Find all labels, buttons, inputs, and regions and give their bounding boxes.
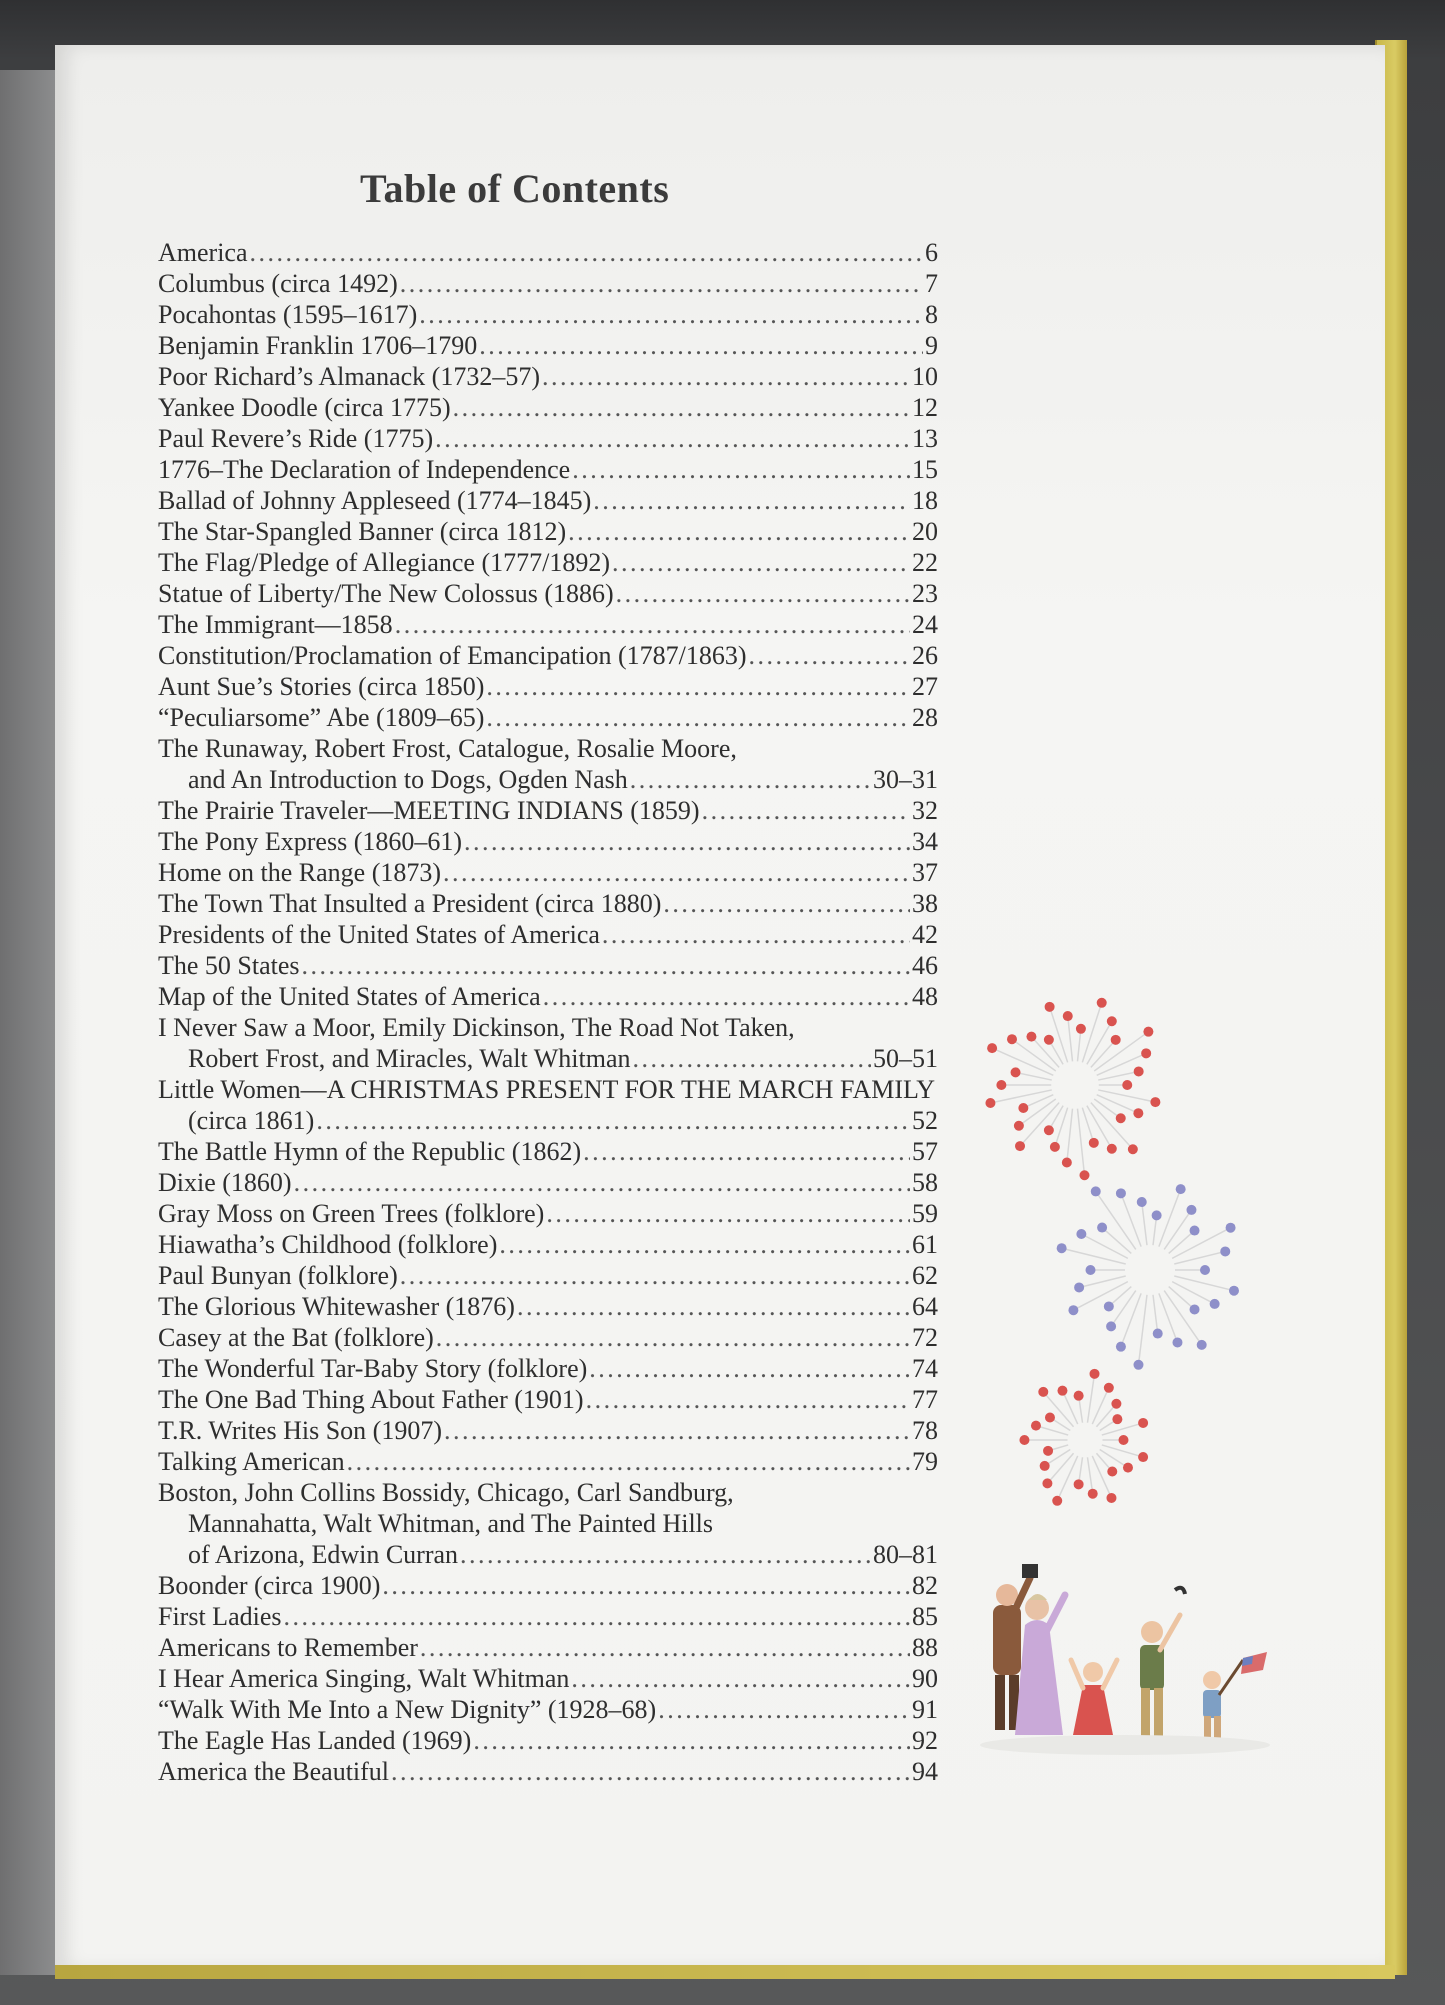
toc-entry[interactable] [158, 1198, 938, 1229]
toc-entry[interactable] [158, 764, 938, 795]
toc-entry-label: Yankee Doodle (circa 1775) [158, 393, 451, 422]
toc-entry[interactable] [158, 1570, 938, 1601]
toc-entry[interactable] [158, 1694, 938, 1725]
girl-figure [1071, 1660, 1117, 1735]
toc-page-number: 6 [925, 238, 938, 267]
toc-entry[interactable] [158, 671, 938, 702]
dot-leader [616, 578, 910, 609]
dot-leader [543, 981, 910, 1012]
toc-entry-label: Constitution/Proclamation of Emancipation (1787/1863) [158, 641, 747, 670]
toc-page-number: 64 [912, 1292, 938, 1321]
toc-entry-label: (circa 1861) [188, 1106, 315, 1135]
toc-entry[interactable] [158, 1384, 938, 1415]
red-firework-burst [985, 998, 1160, 1180]
dot-leader [486, 702, 910, 733]
dot-leader [486, 671, 910, 702]
dot-leader [583, 1136, 910, 1167]
small-red-firework-burst [1019, 1369, 1148, 1506]
dot-leader [464, 826, 910, 857]
toc-entry-label: Presidents of the United States of America [158, 920, 600, 949]
toc-page-number: 79 [912, 1447, 938, 1476]
toc-entry-label: The Prairie Traveler—MEETING INDIANS (1859) [158, 796, 700, 825]
toc-entry-label: America the Beautiful [158, 1757, 390, 1786]
toc-entry-line: The Runaway, Robert Frost, Catalogue, Rosalie Moore, [158, 734, 737, 763]
toc-entry[interactable] [158, 330, 938, 361]
toc-entry-line: Mannahatta, Walt Whitman, and The Painted Hills [188, 1509, 714, 1538]
toc-page-number: 12 [912, 393, 938, 422]
dot-leader [586, 1384, 910, 1415]
toc-entry-label: Gray Moss on Green Trees (folklore) [158, 1199, 545, 1228]
toc-page-number: 23 [912, 579, 938, 608]
toc-entry-label: The Flag/Pledge of Allegiance (1777/1892) [158, 548, 611, 577]
toc-page-number: 85 [912, 1602, 938, 1631]
toc-entry-label: 1776–The Declaration of Independence [158, 455, 571, 484]
dot-leader [284, 1601, 911, 1632]
dot-leader [542, 361, 910, 392]
toc-page-number: 42 [912, 920, 938, 949]
dot-leader [749, 640, 910, 671]
toc-page-number: 90 [912, 1664, 938, 1693]
boy-figure [1140, 1588, 1185, 1736]
toc-entry[interactable] [158, 1167, 938, 1198]
dot-leader [460, 1539, 871, 1570]
toc-entry[interactable] [158, 1322, 938, 1353]
toc-page-number: 28 [912, 703, 938, 732]
toc-entry[interactable] [158, 857, 938, 888]
toc-entry[interactable] [158, 485, 938, 516]
toc-entry[interactable] [158, 423, 938, 454]
toc-page-number: 38 [912, 889, 938, 918]
toc-entry[interactable] [158, 950, 938, 981]
toc-entry-label: Hiawatha’s Childhood (folklore) [158, 1230, 498, 1259]
toc-entry[interactable] [158, 1601, 938, 1632]
toc-entry[interactable] [158, 826, 938, 857]
toc-page-number: 32 [912, 796, 938, 825]
toc-entry-label: Robert Frost, and Miracles, Walt Whitman [188, 1044, 631, 1073]
toc-entry[interactable] [158, 1105, 938, 1136]
toc-entry-label: Map of the United States of America [158, 982, 541, 1011]
toc-page-number: 20 [912, 517, 938, 546]
toc-entry[interactable] [158, 1136, 938, 1167]
dot-leader [419, 299, 923, 330]
page-title: Table of Contents [360, 166, 670, 211]
toc-entry-label: I Hear America Singing, Walt Whitman [158, 1664, 570, 1693]
toc-entry-label: The Star-Spangled Banner (circa 1812) [158, 517, 567, 546]
toc-entry[interactable] [158, 609, 938, 640]
dot-leader [612, 547, 910, 578]
toc-page-number: 72 [912, 1323, 938, 1352]
dot-leader [630, 764, 871, 795]
toc-entry[interactable] [158, 1415, 938, 1446]
toc-page-number: 88 [912, 1633, 938, 1662]
dot-leader [391, 1756, 910, 1787]
dot-leader [572, 454, 910, 485]
toc-page-number: 7 [925, 269, 938, 298]
toc-entry-label: Statue of Liberty/The New Colossus (1886) [158, 579, 614, 608]
dot-leader [453, 392, 910, 423]
toc-entry[interactable] [158, 578, 938, 609]
toc-entry-line: Boston, John Collins Bossidy, Chicago, Carl Sandburg, [158, 1478, 734, 1507]
toc-entry[interactable] [158, 361, 938, 392]
dot-leader [632, 1043, 871, 1074]
toc-entry[interactable] [158, 1539, 938, 1570]
dot-leader [420, 1632, 910, 1663]
toc-entry[interactable] [158, 795, 938, 826]
dot-leader [435, 423, 910, 454]
toc-entry-label: Dixie (1860) [158, 1168, 292, 1197]
dot-leader [702, 795, 910, 826]
toc-page-number: 92 [912, 1726, 938, 1755]
dot-leader [473, 1725, 910, 1756]
toc-page-number: 61 [912, 1230, 938, 1259]
toc-entry-label: Paul Revere’s Ride (1775) [158, 424, 434, 453]
toc-entry[interactable] [158, 392, 938, 423]
toc-entry[interactable] [158, 981, 938, 1012]
toc-entry-label: Ballad of Johnny Appleseed (1774–1845) [158, 486, 592, 515]
toc-page-number: 80–81 [873, 1540, 938, 1569]
toc-entry-line: I Never Saw a Moor, Emily Dickinson, The Road Not Taken, [158, 1013, 795, 1042]
toc-entry[interactable] [158, 702, 938, 733]
dot-leader [382, 1570, 910, 1601]
book-cover-bottom-edge [55, 1965, 1395, 1979]
celebrating-family-illustration [975, 1560, 1295, 1790]
dot-leader [589, 1353, 910, 1384]
toc-page-number: 26 [912, 641, 938, 670]
toc-page-number: 9 [925, 331, 938, 360]
dot-leader [546, 1198, 910, 1229]
toc-entry-label: “Walk With Me Into a New Dignity” (1928–68) [158, 1695, 657, 1724]
toc-page-number: 34 [912, 827, 938, 856]
dot-leader [294, 1167, 910, 1198]
dot-leader [444, 1415, 910, 1446]
toc-entry-label: The Wonderful Tar-Baby Story (folklore) [158, 1354, 588, 1383]
dot-leader [316, 1105, 910, 1136]
toc-entry-label: Home on the Range (1873) [158, 858, 442, 887]
toc-entry[interactable] [158, 1446, 938, 1477]
toc-page-number: 62 [912, 1261, 938, 1290]
toc-entry-label: Columbus (circa 1492) [158, 269, 398, 298]
toc-entry[interactable] [158, 1725, 938, 1756]
toc-entry[interactable] [158, 1291, 938, 1322]
toc-page-number: 78 [912, 1416, 938, 1445]
toc-entry[interactable] [158, 454, 938, 485]
toc-entry[interactable] [158, 1756, 938, 1787]
toc-page-number: 59 [912, 1199, 938, 1228]
toc-page-number: 10 [912, 362, 938, 391]
toc-entry[interactable] [158, 888, 938, 919]
toc-entry-label: Pocahontas (1595–1617) [158, 300, 418, 329]
toc-entry-label: Americans to Remember [158, 1633, 418, 1662]
toc-entry[interactable] [158, 547, 938, 578]
dot-leader [347, 1446, 910, 1477]
toc-page-number: 52 [912, 1106, 938, 1135]
toc-page-number: 15 [912, 455, 938, 484]
toc-entry-label: The Eagle Has Landed (1969) [158, 1726, 472, 1755]
toc-entry[interactable] [158, 1229, 938, 1260]
toc-page-number: 77 [912, 1385, 938, 1414]
dot-leader [479, 330, 923, 361]
toc-entry-label: Casey at the Bat (folklore) [158, 1323, 434, 1352]
toc-entry-label: and An Introduction to Dogs, Ogden Nash [188, 765, 628, 794]
toc-page-number: 46 [912, 951, 938, 980]
toc-page-number: 82 [912, 1571, 938, 1600]
dot-leader [517, 1291, 910, 1322]
toc-page-number: 30–31 [873, 765, 938, 794]
toc-entry-label: Boonder (circa 1900) [158, 1571, 381, 1600]
toc-entry[interactable] [158, 1260, 938, 1291]
toc-entry[interactable] [158, 919, 938, 950]
toc-entry-label: The 50 States [158, 951, 300, 980]
woman-figure [1015, 1594, 1065, 1735]
dot-leader [250, 237, 923, 268]
toc-page-number: 58 [912, 1168, 938, 1197]
dot-leader [593, 485, 910, 516]
toc-entry-label: The Pony Express (1860–61) [158, 827, 463, 856]
toc-page-number: 22 [912, 548, 938, 577]
toc-list [158, 237, 938, 1787]
page-edge [0, 70, 60, 1975]
toc-entry[interactable] [158, 1663, 938, 1694]
toc-page-number: 91 [912, 1695, 938, 1724]
toc-entry-label: First Ladies [158, 1602, 282, 1631]
toc-page-number: 94 [912, 1757, 938, 1786]
toc-entry[interactable] [158, 1353, 938, 1384]
toc-page-number: 74 [912, 1354, 938, 1383]
toc-entry-label: America [158, 238, 248, 267]
dot-leader [395, 609, 910, 640]
dot-leader [443, 857, 910, 888]
toc-entry-label: The One Bad Thing About Father (1901) [158, 1385, 584, 1414]
dot-leader [400, 268, 923, 299]
fireworks-illustration [975, 975, 1285, 1535]
dot-leader [302, 950, 910, 981]
toc-entry-line: Little Women—A CHRISTMAS PRESENT FOR THE MARCH FAMILY [158, 1075, 936, 1104]
toc-page-number: 13 [912, 424, 938, 453]
dot-leader [571, 1663, 910, 1694]
toc-page-number: 57 [912, 1137, 938, 1166]
child-with-flag-figure [1203, 1652, 1267, 1738]
toc-page-number: 37 [912, 858, 938, 887]
toc-entry[interactable] [158, 1043, 938, 1074]
toc-page-number: 18 [912, 486, 938, 515]
toc-entry-label: of Arizona, Edwin Curran [188, 1540, 459, 1569]
toc-entry[interactable] [158, 299, 938, 330]
toc-page-number: 8 [925, 300, 938, 329]
toc-entry-label: Poor Richard’s Almanack (1732–57) [158, 362, 540, 391]
toc-page-number: 48 [912, 982, 938, 1011]
toc-entry-label: Talking American [158, 1447, 345, 1476]
dot-leader [499, 1229, 910, 1260]
toc-entry-label: The Battle Hymn of the Republic (1862) [158, 1137, 582, 1166]
toc-entry-label: “Peculiarsome” Abe (1809–65) [158, 703, 485, 732]
toc-page-number: 27 [912, 672, 938, 701]
dot-leader [436, 1322, 910, 1353]
toc-entry[interactable] [158, 516, 938, 547]
toc-page-number: 50–51 [873, 1044, 938, 1073]
toc-entry-label: T.R. Writes His Son (1907) [158, 1416, 442, 1445]
toc-entry-label: The Town That Insulted a President (circa 1880) [158, 889, 662, 918]
toc-entry[interactable] [158, 268, 938, 299]
toc-entry[interactable] [158, 237, 938, 268]
toc-entry[interactable] [158, 1632, 938, 1663]
dot-leader [658, 1694, 910, 1725]
toc-entry-label: Aunt Sue’s Stories (circa 1850) [158, 672, 485, 701]
toc-entry-label: The Glorious Whitewasher (1876) [158, 1292, 515, 1321]
dot-leader [663, 888, 910, 919]
dot-leader [568, 516, 910, 547]
dot-leader [602, 919, 910, 950]
blue-firework-burst [1057, 1184, 1239, 1370]
toc-entry-label: Paul Bunyan (folklore) [158, 1261, 398, 1290]
toc-entry[interactable] [158, 640, 938, 671]
toc-page-number: 24 [912, 610, 938, 639]
toc-entry-label: The Immigrant—1858 [158, 610, 393, 639]
dot-leader [400, 1260, 910, 1291]
toc-entry-label: Benjamin Franklin 1706–1790 [158, 331, 478, 360]
